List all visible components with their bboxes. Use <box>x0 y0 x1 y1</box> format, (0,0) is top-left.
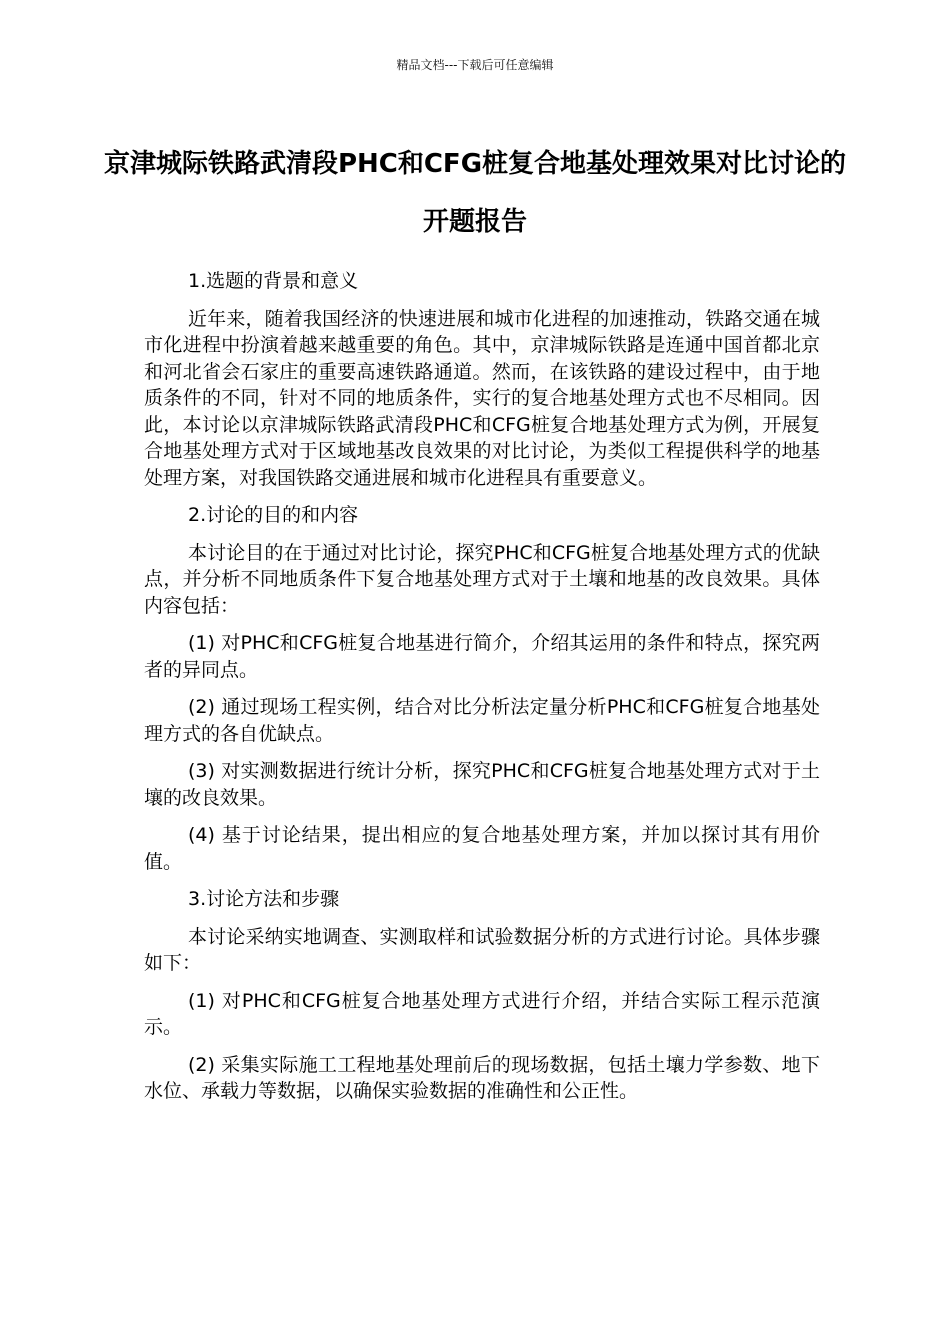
list-item: (4) 基于讨论结果，提出相应的复合地基处理方案，并加以探讨其有用价值。 <box>144 824 820 873</box>
header-note: 精品文档---下载后可任意编辑 <box>396 58 554 72</box>
paragraph-background: 近年来，随着我国经济的快速进展和城市化进程的加速推动，铁路交通在城市化进程中扮演着越来越重要的角色。其中，京津城际铁路是连通中国首都北京和河北省会石家庄的重要高速铁路通道。然而，在该铁路的建设过程中，由于地质条件的不同，针对不同的地质条件，实行的复合地基处理方式也不尽相同。因此，本讨论以京津城际铁路武清段PHC和CFG桩复合地基处理方式为例，开展复合地基处理方式对于区域地基改良效果的对比讨论，为类似工程提供科学的地基处理方案，对我国铁路交通进展和城市化进程具有重要意义。 <box>144 307 820 489</box>
document-body <box>144 268 820 1116</box>
paragraph-method: 本讨论采纳实地调查、实测取样和试验数据分析的方式进行讨论。具体步骤如下： <box>144 925 820 974</box>
section-heading-3: 3.讨论方法和步骤 <box>188 888 340 910</box>
section-heading-2: 2.讨论的目的和内容 <box>188 504 359 526</box>
section-heading-1: 1.选题的背景和意义 <box>188 270 359 292</box>
list-item: (2) 通过现场工程实例，结合对比分析法定量分析PHC和CFG桩复合地基处理方式的各自优缺点。 <box>144 696 820 745</box>
list-item: (1) 对PHC和CFG桩复合地基处理方式进行介绍，并结合实际工程示范演示。 <box>144 989 820 1038</box>
list-item: (3) 对实测数据进行统计分析，探究PHC和CFG桩复合地基处理方式对于土壤的改良效果。 <box>144 760 820 809</box>
list-item: (2) 采集实际施工工程地基处理前后的现场数据，包括土壤力学参数、地下水位、承载力等数据，以确保实验数据的准确性和公正性。 <box>144 1053 820 1102</box>
document-title: 京津城际铁路武清段PHC和CFG桩复合地基处理效果对比讨论的开题报告 <box>103 149 847 237</box>
paragraph-purpose: 本讨论目的在于通过对比讨论，探究PHC和CFG桩复合地基处理方式的优缺点，并分析不同地质条件下复合地基处理方式对于土壤和地基的改良效果。具体内容包括： <box>144 541 820 617</box>
list-item: (1) 对PHC和CFG桩复合地基进行简介，介绍其运用的条件和特点，探究两者的异同点。 <box>144 632 820 681</box>
